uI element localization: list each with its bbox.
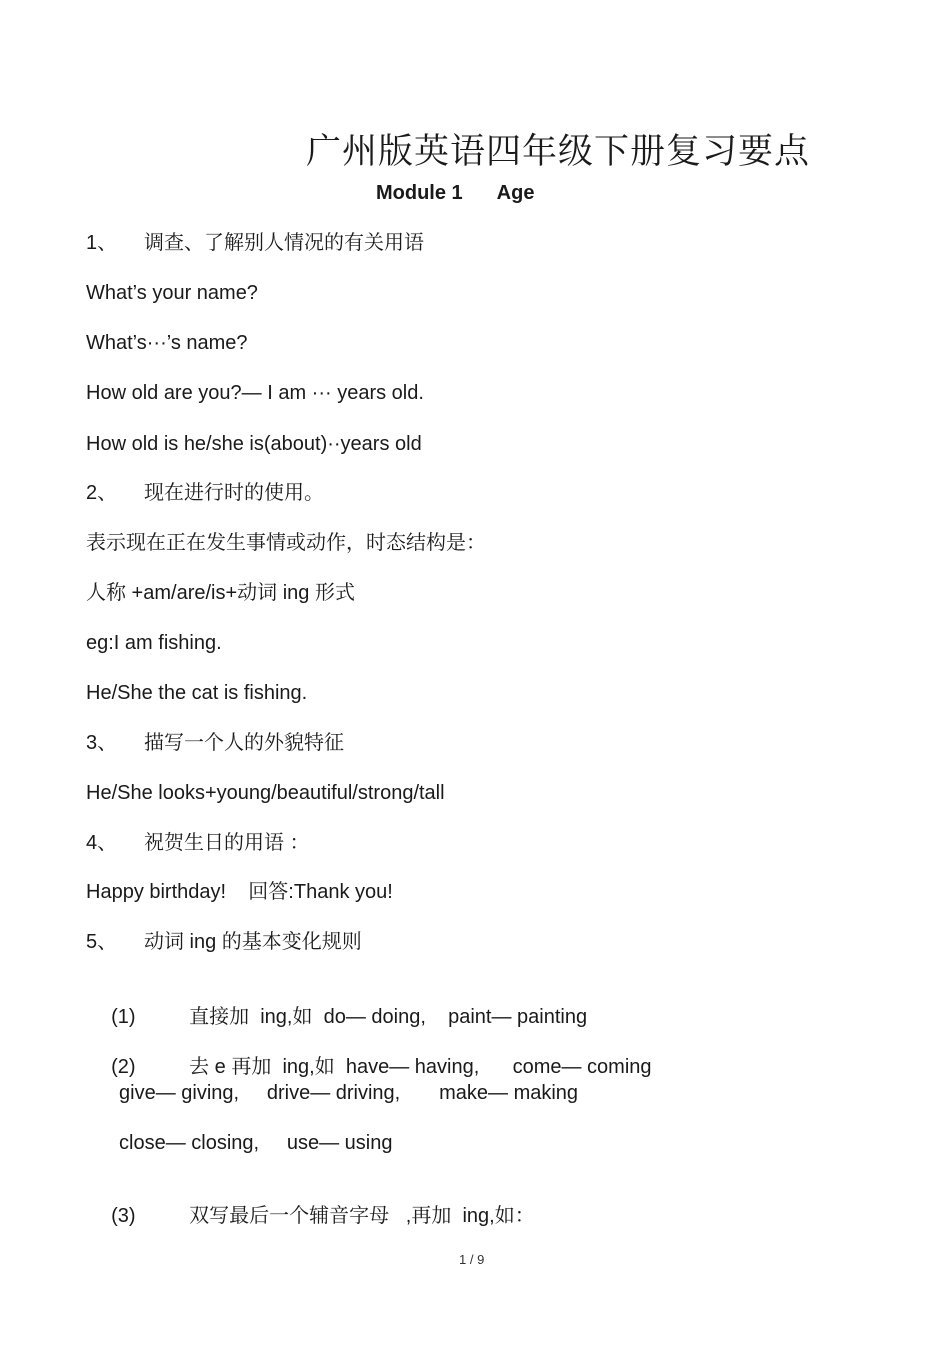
- text-line: give— giving, drive— driving, make— making: [119, 1082, 579, 1104]
- rule-number: (2): [111, 1056, 136, 1078]
- section-number: 4、: [86, 832, 118, 854]
- text-line: What’s···’s name?: [86, 332, 248, 354]
- module-heading: [376, 182, 534, 205]
- text-line: Happy birthday! 回答:Thank you!: [86, 881, 393, 903]
- section-number: 1、: [86, 232, 118, 254]
- rule-number: (1): [111, 1006, 136, 1028]
- rule-text: 双写最后一个辅音字母 ,再加 ing,如：: [189, 1205, 535, 1227]
- section-title: 动词 ing 的基本变化规则: [144, 931, 362, 953]
- section-title: 祝贺生日的用语 ：: [144, 832, 310, 854]
- rule-text: 去 e 再加 ing,如 have— having, come— coming: [189, 1056, 652, 1078]
- text-line: He/She the cat is fishing.: [86, 682, 308, 704]
- section-1-heading: [86, 231, 424, 255]
- section-3-heading: [86, 731, 344, 755]
- rule-item-3: [100, 1180, 535, 1228]
- text-line: He/She looks+young/beautiful/strong/tall: [86, 782, 445, 804]
- section-2-heading: [86, 481, 324, 505]
- rule-item-1: [100, 981, 587, 1029]
- section-title: 调查、了解别人情况的有关用语: [144, 232, 424, 254]
- section-number: 3、: [86, 732, 118, 754]
- section-5-heading: [86, 930, 362, 954]
- section-number: 2、: [86, 482, 118, 504]
- text-line: 表示现在正在发生事情或动作，时态结构是：: [86, 532, 486, 554]
- rule-text: 直接加 ing,如 do— doing, paint— painting: [189, 1006, 588, 1028]
- rule-number: (3): [111, 1205, 136, 1227]
- section-title: 描写一个人的外貌特征: [144, 732, 344, 754]
- text-line: How old is he/she is(about)··years old: [86, 433, 422, 455]
- document-title: 广州版英语四年级下册复习要点: [306, 132, 811, 172]
- text-line: 人称 +am/are/is+动词 ing 形式: [86, 582, 355, 604]
- module-name: Age: [496, 182, 535, 204]
- text-line: close— closing, use— using: [119, 1132, 393, 1154]
- module-label: Module 1: [376, 182, 463, 204]
- text-line: What’s your name?: [86, 282, 258, 304]
- section-number: 5、: [86, 931, 118, 953]
- text-line: How old are you?— I am ··· years old.: [86, 382, 424, 404]
- text-line: eg:I am fishing.: [86, 632, 222, 654]
- rule-item-2: [100, 1031, 652, 1079]
- section-4-heading: [86, 831, 310, 855]
- section-title: 现在进行时的使用。: [144, 482, 324, 504]
- page-number: 1 / 9: [459, 1252, 485, 1267]
